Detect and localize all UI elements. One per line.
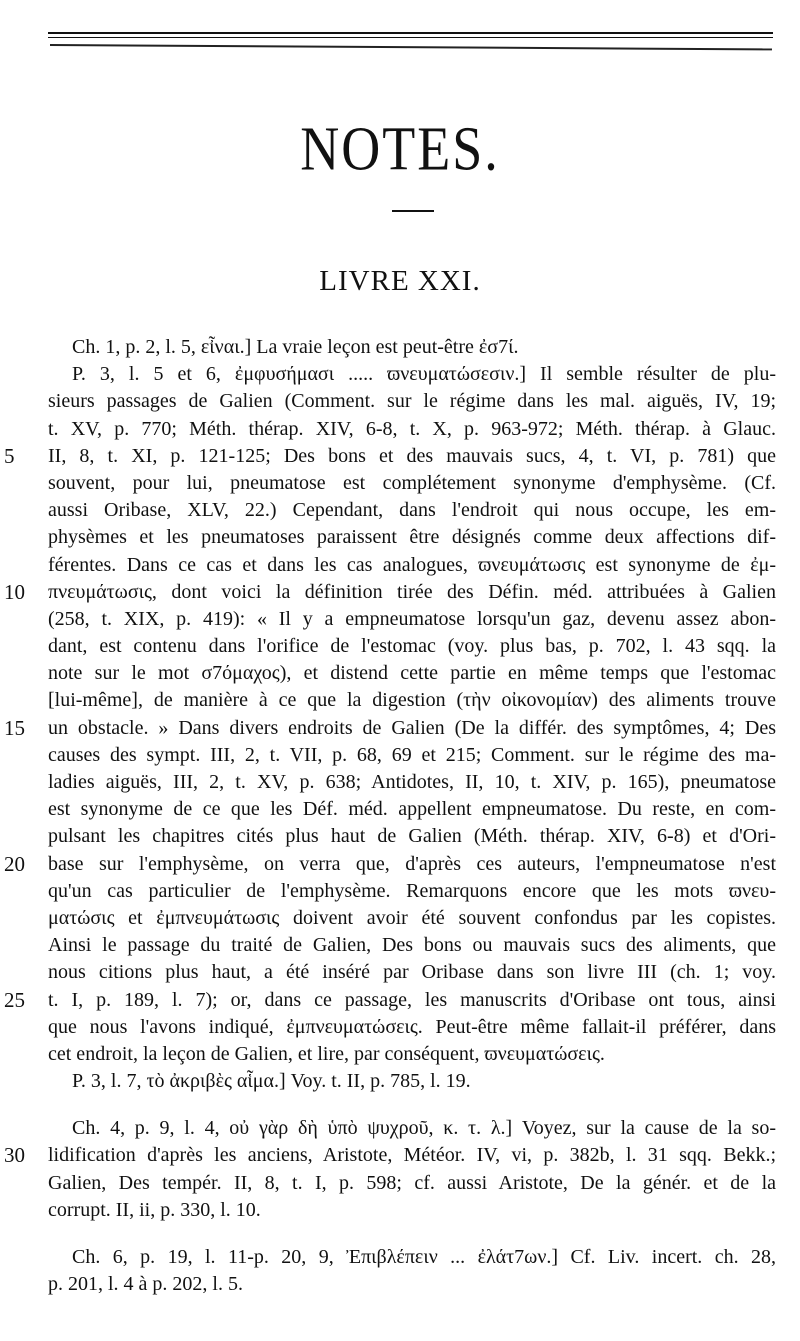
text-line: physèmes et les pneumatoses paraissent être désignés comme deux affections dif-	[48, 526, 776, 549]
text-line: II, 8, t. XI, p. 121-125; Des bons et des mauvais sucs, 4, t. VI, p. 781) que	[48, 444, 776, 467]
paragraph-gap	[48, 1095, 776, 1115]
text-line: aussi Oribase, XLV, 22.) Cependant, dans l'endroit qui nous occupe, les em-	[48, 499, 776, 522]
text-line: corrupt. II, ii, p. 330, l. 10.	[48, 1198, 261, 1221]
text-line: (258, t. XIX, p. 419): « Il y a empneumatose lorsqu'un gaz, devenu assez abon-	[48, 607, 776, 630]
text-line: nous citions plus haut, a été inséré par Oribase dans son livre III (ch. 1; voy.	[48, 961, 776, 984]
text-line: qu'un cas particulier de l'emphysème. Remarquons encore que les mots ϖνευ-	[48, 879, 776, 902]
text-line: base sur l'emphysème, on verra que, d'après ces auteurs, l'empneumatose n'est	[48, 852, 776, 875]
line-number: 10	[4, 579, 25, 604]
text-line: Ch. 4, p. 9, l. 4, οὐ γὰρ δὴ ὑπὸ ψυχροῦ, κ. τ. λ.] Voyez, sur la cause de la so-	[72, 1117, 776, 1140]
line-number: 15	[4, 715, 25, 740]
text-line: férentes. Dans ce cas et dans les cas analogues, ϖνευμάτωσις est synonyme de ἐμ-	[48, 553, 776, 576]
text-line: causes des sympt. III, 2, t. VII, p. 68, 69 et 215; Comment. sur le régime des ma-	[48, 743, 776, 766]
top-rule	[50, 44, 772, 50]
text-line: que nous l'avons indiqué, ἐμπνευματώσεις. Peut-être même fallait-il préférer, dans	[48, 1015, 776, 1038]
text-line: t. I, p. 189, l. 7); or, dans ce passage, les manuscrits d'Oribase ont tous, ainsi	[48, 988, 776, 1011]
text-line: ladies aiguës, III, 2, t. XV, p. 638; Antidotes, II, 10, t. XIV, p. 165), pneumatose	[48, 771, 776, 793]
text-line: pulsant les chapitres cités plus haut de Galien (Méth. thérap. XIV, 6-8) et d'Ori-	[48, 825, 776, 848]
text-line: p. 201, l. 4 à p. 202, l. 5.	[48, 1273, 243, 1296]
text-line-wrap	[4, 443, 776, 470]
text-line: Ch. 6, p. 19, l. 11-p. 20, 9, Ἐπιβλέπειν ... ἐλάτ7ων.] Cf. Liv. incert. ch. 28,	[72, 1246, 776, 1268]
text-line: cet endroit, la leçon de Galien, et lire, par conséquent, ϖνευματώσεις.	[48, 1042, 605, 1065]
text-line: est synonyme de ce que les Déf. méd. appellent empneumatose. Du reste, en com-	[48, 798, 776, 821]
text-line: lidification d'après les anciens, Aristote, Météor. IV, vi, p. 382b, l. 31 sqq. Bekk.;	[48, 1144, 776, 1167]
line-number: 5	[4, 443, 15, 468]
section-title: LIVRE XXI.	[319, 265, 481, 297]
title-separator	[392, 210, 434, 212]
text-line: dant, est contenu dans l'orifice de l'estomac (voy. plus bas, p. 702, l. 43 sqq. la	[48, 635, 776, 658]
line-number: 25	[4, 987, 25, 1012]
text-line: Ch. 1, p. 2, l. 5, εἶναι.] La vraie leçon est peut-être ἐσ7ί.	[72, 336, 519, 358]
page-title: NOTES.	[300, 114, 500, 184]
text-line: P. 3, l. 7, τὸ ἀκριβὲς αἷμα.] Voy. t. II, p. 785, l. 19.	[72, 1070, 471, 1093]
text-line: Ainsi le passage du traité de Galien, Des bons ou mauvais sucs des aliments, que	[48, 934, 776, 957]
line-number: 30	[4, 1143, 25, 1168]
text-line: P. 3, l. 5 et 6, ἐμφυσήμασι ..... ϖνευματώσεσιν.] Il semble résulter de plu-	[72, 363, 776, 386]
notes-body	[4, 334, 776, 1298]
paragraph-gap	[48, 1224, 776, 1244]
text-line-wrap	[4, 1142, 776, 1169]
top-double-rule	[48, 32, 773, 38]
text-line: πνευμάτωσις, dont voici la définition tirée des Défin. méd. attribuées à Galien	[48, 580, 776, 603]
text-line: [lui-même], de manière à ce que la digestion (τὴν οἰκονομίαν) des aliments trouve	[48, 689, 776, 712]
text-line: ματώσις et ἐμπνευμάτωσις doivent avoir été souvent confondus par les copistes.	[48, 906, 776, 929]
text-line: un obstacle. » Dans divers endroits de Galien (De la différ. des symptômes, 4; Des	[48, 716, 776, 739]
text-line: sieurs passages de Galien (Comment. sur le régime dans les mal. aiguës, IV, 19;	[48, 390, 776, 413]
text-line: t. XV, p. 770; Méth. thérap. XIV, 6-8, t. X, p. 963-972; Méth. thérap. à Glauc.	[48, 417, 776, 440]
line-number: 20	[4, 851, 25, 876]
text-line-wrap	[4, 987, 776, 1014]
text-line: Galien, Des tempér. II, 8, t. I, p. 598; cf. aussi Aristote, De la génér. et de la	[48, 1171, 776, 1194]
text-line-wrap	[4, 715, 776, 742]
text-line-wrap	[4, 579, 776, 606]
text-line: souvent, pour lui, pneumatose est complétement synonyme d'emphysème. (Cf.	[48, 471, 776, 494]
text-line: note sur le mot σ7όμαχος), et distend cette partie en même temps que l'estomac	[48, 662, 776, 685]
text-line-wrap	[4, 851, 776, 878]
